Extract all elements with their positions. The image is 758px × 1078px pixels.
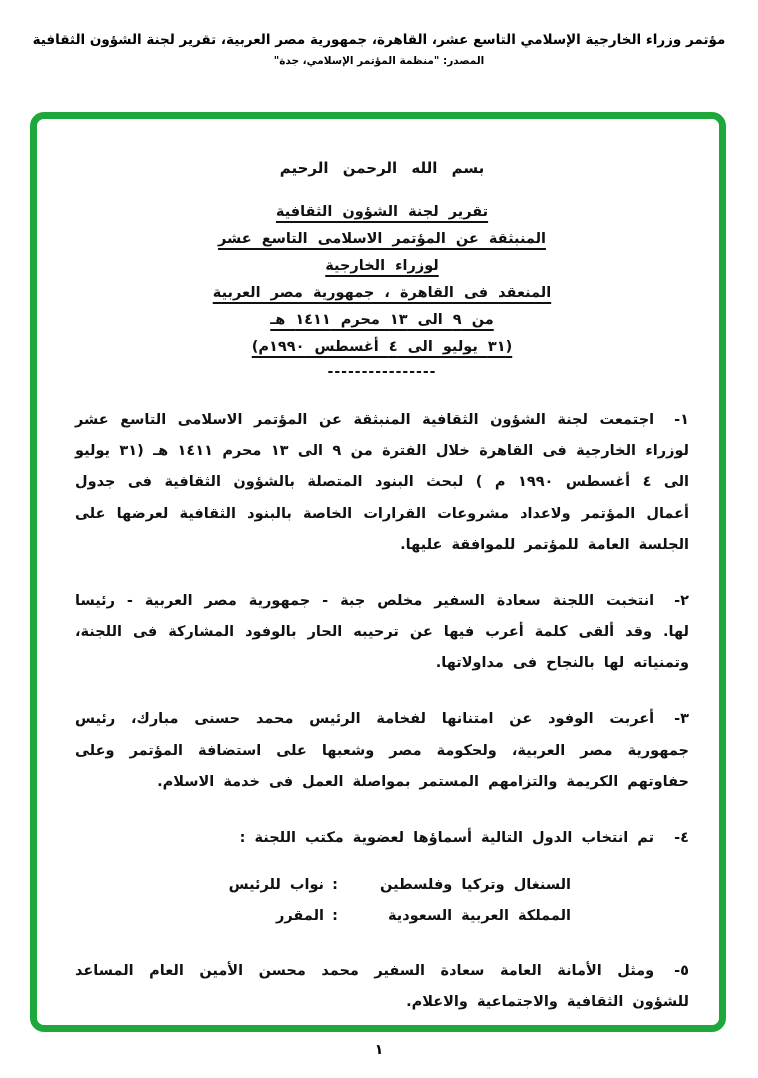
report-title-line-4: المنعقد فى القاهرة ، جمهورية مصر العربية — [212, 285, 552, 301]
paragraph-5-number: ٥- — [674, 962, 689, 979]
header-source-line: المصدر: "منظمة المؤتمر الإسلامي، جدة" — [273, 55, 485, 67]
paragraph-5 — [75, 956, 689, 1018]
paragraph-3 — [75, 704, 689, 798]
green-content-frame — [30, 112, 726, 1032]
document-header — [0, 30, 758, 67]
report-title-line-3: لوزراء الخارجية — [325, 258, 439, 274]
paragraph-3-number: ٣- — [674, 711, 689, 728]
frame-content — [37, 119, 719, 1018]
page-number: ١ — [374, 1042, 384, 1058]
report-title-line-1: تقرير لجنة الشؤون الثقافية — [275, 204, 489, 220]
report-title-block — [75, 199, 689, 380]
paragraph-1-number: ١- — [674, 412, 689, 428]
report-title-line-2: المنبثقة عن المؤتمر الاسلامى التاسع عشر — [217, 231, 547, 247]
paragraph-2-text: انتخبت اللجنة سعادة السفير مخلص جبة - جمهورية مصر العربية - رئيسا لها. وقد ألقى كلمة أعرب فيها عن ترحيبه الحار بالوفود المشاركة فى اللجنة، وتمنياته لها بالنجاح فى مداولاتها. — [75, 592, 689, 672]
bureau-countries: السنغال وتركيا وفلسطين — [380, 877, 571, 894]
basmala-line: بسم الله الرحمن الرحيم — [279, 159, 485, 177]
paragraph-4-number: ٤- — [674, 829, 689, 846]
paragraph-3-text: أعربت الوفود عن امتنانها لفخامة الرئيس محمد حسنى مبارك، رئيس جمهورية مصر العربية، ولحكومة مصر وشعبها على استضافة المؤتمر وعلى حفاوتهم الكريمة والتزامهم المستمر بمواصلة العمل فى خدمة الاسلام. — [75, 711, 689, 790]
paragraph-2 — [75, 586, 689, 680]
bureau-role: نواب للرئيس — [228, 877, 324, 894]
bureau-row-vice-chairs — [75, 870, 571, 900]
paragraph-5-text: ومثل الأمانة العامة سعادة السفير محمد محسن الأمين العام المساعد للشؤون الثقافية والاجتماعية والاعلام. — [75, 962, 689, 1011]
bureau-role: المقرر — [276, 907, 324, 924]
report-title-line-6: (٣١ يوليو الى ٤ أغسطس ١٩٩٠م) — [251, 339, 513, 355]
bureau-separator: : — [332, 907, 338, 924]
dashed-divider: ---------------- — [327, 364, 437, 380]
bureau-row-rapporteur — [75, 901, 571, 931]
paragraph-4 — [75, 823, 689, 854]
bureau-separator: : — [332, 877, 338, 894]
bureau-countries: المملكة العربية السعودية — [388, 907, 571, 924]
bureau-membership-list — [75, 870, 571, 931]
paragraph-4-text: تم انتخاب الدول التالية أسماؤها لعضوية مكتب اللجنة : — [239, 829, 655, 846]
paragraph-2-number: ٢- — [674, 592, 689, 609]
paragraph-1 — [75, 405, 689, 561]
report-title-line-5: من ٩ الى ١٣ محرم ١٤١١ هـ — [270, 312, 494, 328]
header-title: مؤتمر وزراء الخارجية الإسلامي التاسع عشر، القاهرة، جمهورية مصر العربية، تقرير لجنة الشؤون الثقافية — [32, 32, 726, 48]
paragraph-1-text: اجتمعت لجنة الشؤون الثقافية المنبثقة عن المؤتمر الاسلامى التاسع عشر لوزراء الخارجية فى القاهرة خلال الفترة من ٩ الى ١٣ محرم ١٤١١ هـ (٣١ يوليو الى ٤ أغسطس ١٩٩٠ م ) لبحث البنود المتصلة بالشؤون الثقافية فى جدول أعمال المؤتمر ولاعداد مشروعات القرارات الخاصة بالبنود الثقافية لعرضها على الجلسة العامة للمؤتمر للموافقة عليها. — [75, 412, 689, 553]
